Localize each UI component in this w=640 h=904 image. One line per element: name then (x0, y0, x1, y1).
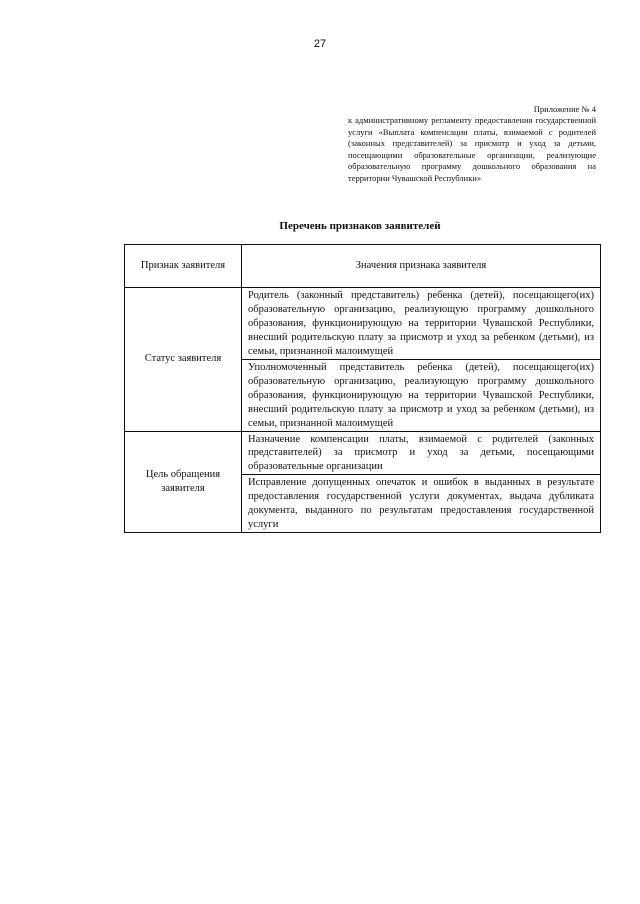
header-values: Значения признака заявителя (242, 245, 601, 288)
document-title: Перечень признаков заявителей (279, 220, 441, 232)
value-purpose-correction: Исправление допущенных опечаток и ошибок в выданных в результате предоставления государственной услуги документах, выдача дубликата документа, выданного по результатам предоставления государственной услуги (242, 475, 601, 533)
appendix-block (348, 104, 596, 184)
table-row (125, 431, 601, 475)
applicant-signs-table (124, 244, 601, 533)
table-row (125, 288, 601, 360)
page-number: 27 (313, 38, 327, 50)
sign-status: Статус заявителя (125, 288, 242, 432)
appendix-number: Приложение № 4 (533, 104, 596, 114)
sign-purpose: Цель обращения заявителя (125, 431, 242, 533)
value-purpose-compensation: Назначение компенсации платы, взимаемой с родителей (законных представителей) за присмотр и уход за детьми, посещающими образовательные организации (242, 431, 601, 475)
table-header-row (125, 245, 601, 288)
value-status-parent: Родитель (законный представитель) ребенка (детей), посещающего(их) образовательную организацию, реализующую программу дошкольного образования, функционирующую на территории Чувашской Республики, внесший родительскую плату за присмотр и уход за ребенком (детьми), из семьи, признанной малоимущей (242, 288, 601, 360)
value-status-representative: Уполномоченный представитель ребенка (детей), посещающего(их) образовательную организацию, реализующую программу дошкольного образования, функционирующую на территории Чувашской Республики, внесший родительскую плату за присмотр и уход за ребенком (детьми), из семьи, признанной малоимущей (242, 359, 601, 431)
header-sign: Признак заявителя (125, 245, 242, 288)
appendix-text: к административному регламенту предоставления государственной услуги «Выплата компенсации платы, взимаемой с родителей (законных представителей) за присмотр и уход за детьми, посещающими образовательные организации, реализующие образовательную программу дошкольного образования на территории Чувашской Республики» (348, 115, 596, 183)
